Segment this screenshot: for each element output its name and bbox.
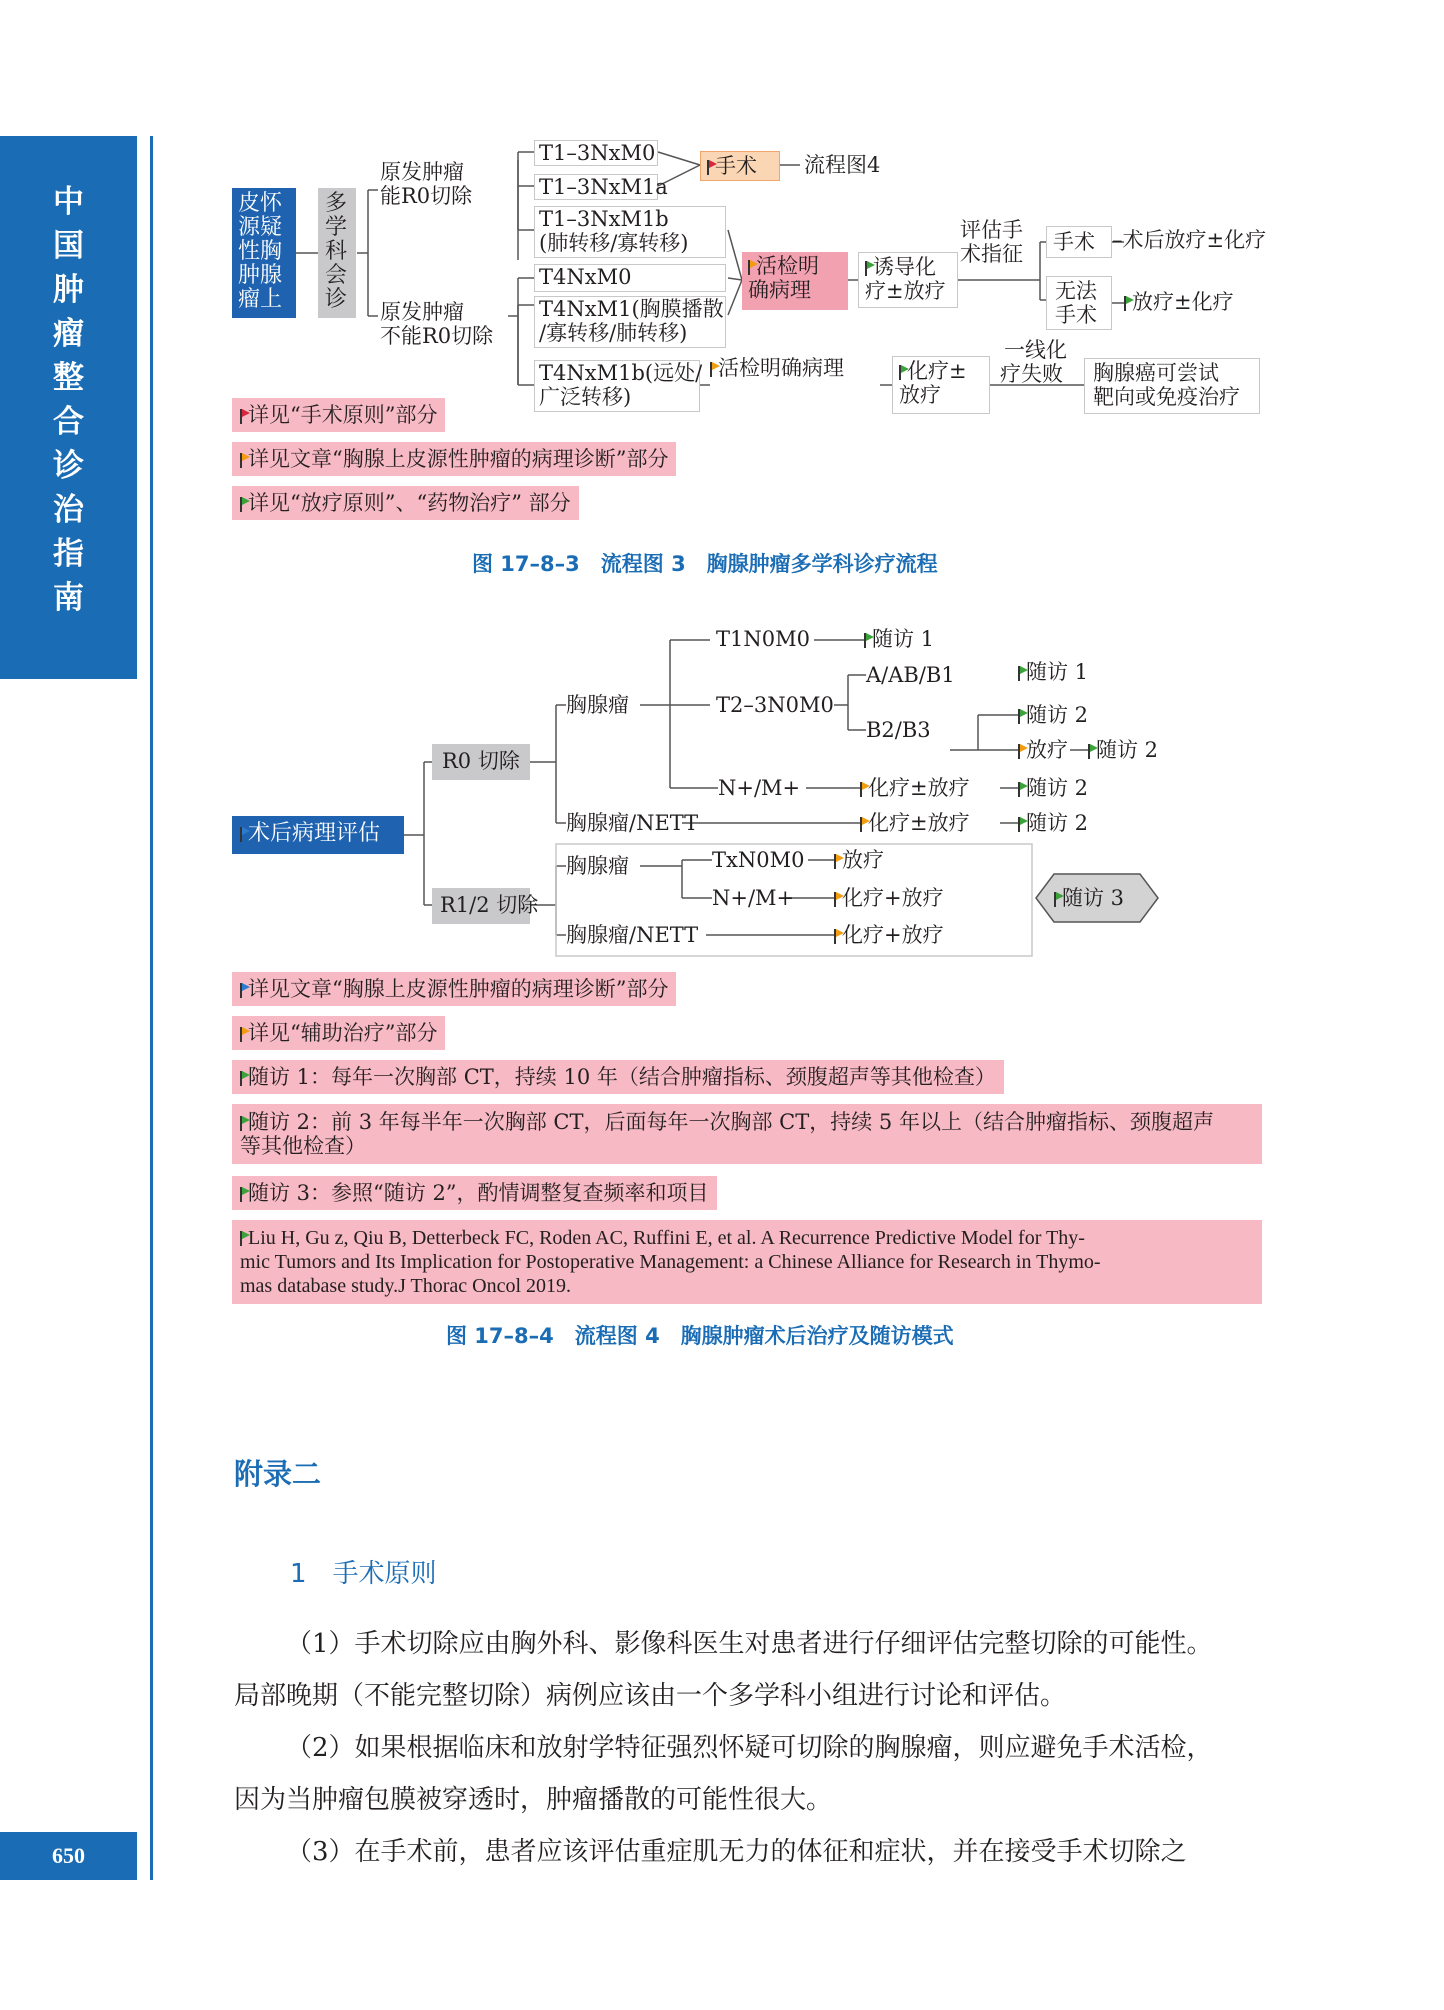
box-line: 会 xyxy=(325,263,348,288)
chemo-box xyxy=(892,356,990,414)
chemo-rt-b xyxy=(860,811,970,835)
note-text: mas database study.J Thorac Oncol 2019. xyxy=(240,1275,572,1297)
follow-up-1a xyxy=(864,627,934,651)
thymoma-r12: 胸腺瘤 xyxy=(566,854,629,878)
title-char: 合 xyxy=(53,404,84,440)
histology-b2-b3: B2/B3 xyxy=(866,718,931,742)
green-flag-icon xyxy=(865,261,867,276)
orange-flag-icon xyxy=(834,892,836,907)
note-text: Liu H, Gu z, Qiu B, Detterbeck FC, Roden AC, Ruffini E, et al. A Recurrence Predictive Model for Thy- xyxy=(248,1227,1085,1249)
postop-pathology-box xyxy=(232,816,404,854)
box-line: 肿腺 xyxy=(238,263,283,288)
stage-t4nxm0: T4NxM0 xyxy=(534,264,726,292)
green-flag-icon xyxy=(899,365,901,380)
box-line: 科 xyxy=(325,239,348,264)
targeted-immuno-box xyxy=(1084,358,1260,414)
box-line: 评估手 xyxy=(960,218,1023,242)
chemo-plus-rt-b xyxy=(834,923,944,947)
box-line: 诊 xyxy=(325,287,348,312)
green-flag-icon xyxy=(1018,666,1020,681)
box-line: 无法 xyxy=(1055,279,1097,303)
chemo-rt-a xyxy=(860,776,970,800)
box-line: 确病理 xyxy=(748,278,811,302)
note-text: 详见“放疗原则”、“药物治疗” 部分 xyxy=(248,491,571,515)
orange-flag-icon xyxy=(834,929,836,944)
paragraph-1 xyxy=(234,1618,1270,1722)
note-text: 详见文章“胸腺上皮源性肿瘤的病理诊断”部分 xyxy=(248,977,669,1001)
green-flag-icon xyxy=(240,1071,242,1086)
first-line-failure xyxy=(1000,338,1067,386)
orange-flag-icon xyxy=(240,453,242,468)
title-char: 整 xyxy=(53,360,84,396)
box-line: T4NxM1(胸膜播散 xyxy=(539,297,724,321)
box-line: 化疗± xyxy=(907,359,967,383)
r12-resection-box: R1/2 切除 xyxy=(432,888,530,924)
box-line: /寡转移/肺转移) xyxy=(539,321,688,345)
title-char: 指 xyxy=(53,536,84,572)
green-flag-icon xyxy=(864,633,866,648)
box-label: 随访 1 xyxy=(1026,660,1089,684)
box-line: 原发肿瘤 xyxy=(380,300,464,324)
green-flag-icon xyxy=(1124,296,1126,311)
box-line: 学 xyxy=(325,215,348,240)
page-number: 650 xyxy=(52,1843,85,1868)
box-line: 胸腺癌可尝试 xyxy=(1093,361,1219,385)
note-pathology-2 xyxy=(232,972,676,1006)
box-label: 化疗+放疗 xyxy=(842,923,944,947)
box-label: 随访 2 xyxy=(1026,811,1089,835)
paragraph-line: （1）手术切除应由胸外科、影像科医生对患者进行仔细评估完整切除的可能性。 xyxy=(286,1629,1213,1659)
orange-flag-icon xyxy=(710,362,712,377)
follow-up-1b xyxy=(1018,660,1088,684)
mdt-box xyxy=(318,188,356,318)
note-follow-up-3 xyxy=(232,1176,717,1210)
blue-flag-icon xyxy=(240,827,242,842)
box-label: 化疗±放疗 xyxy=(868,811,970,835)
box-label: 化疗+放疗 xyxy=(842,886,944,910)
box-label: 放疗 xyxy=(1026,738,1068,762)
note-text: mic Tumors and Its Implication for Postoperative Management: a Chinese Alliance for Research in Thymo- xyxy=(240,1251,1101,1273)
box-line: 皮怀 xyxy=(238,191,283,216)
orange-flag-icon xyxy=(834,854,836,869)
post-op-rt: –术后放疗±化疗 xyxy=(1112,228,1267,252)
box-line: 一线化 xyxy=(1004,338,1067,362)
surgery-box xyxy=(700,151,780,181)
box-line: 术指征 xyxy=(960,242,1023,266)
box-line: 原发肿瘤 xyxy=(380,160,464,184)
box-line: 疗±放疗 xyxy=(865,279,946,303)
box-line: 诱导化 xyxy=(873,255,936,279)
paragraph-3 xyxy=(234,1826,1270,1878)
box-line: 放疗 xyxy=(899,383,941,407)
box-line: T1–3NxM1b xyxy=(539,207,669,231)
box-line: 性胸 xyxy=(238,239,283,264)
note-text: 随访 2：前 3 年每半年一次胸部 CT，后面每年一次胸部 CT，持续 5 年以上（结合肿瘤指标、颈腹超声 xyxy=(248,1110,1214,1134)
n-m-positive-a: N+/M+ xyxy=(718,776,801,800)
note-text: 随访 3：参照“随访 2”，酌情调整复查频率和项目 xyxy=(248,1181,709,1205)
paragraph-line: 局部晚期（不能完整切除）病例应该由一个多学科小组进行讨论和评估。 xyxy=(234,1681,1067,1711)
follow-up-2b xyxy=(1088,738,1158,762)
stage-t4nxm1b xyxy=(534,360,703,412)
r0-resection-box: R0 切除 xyxy=(432,744,530,780)
orange-flag-icon xyxy=(240,1027,242,1042)
green-flag-icon xyxy=(1018,709,1020,724)
box-label: 手术 xyxy=(715,154,757,178)
t2-3n0m0: T2–3N0M0 xyxy=(716,693,834,717)
red-flag-icon xyxy=(707,160,709,175)
biopsy2 xyxy=(710,356,844,380)
green-flag-icon xyxy=(240,1187,242,1202)
note-radiotherapy xyxy=(232,486,579,520)
note-surgery-principle xyxy=(232,398,445,432)
thymic-ca-nett-r12: 胸腺瘤/NETT xyxy=(566,923,699,947)
follow-up-3 xyxy=(1054,886,1124,910)
figure-3-caption: 图 17–8–3 流程图 3 胸腺肿瘤多学科诊疗流程 xyxy=(472,552,938,576)
box-label: 放疗±化疗 xyxy=(1132,290,1234,314)
inoperable-box xyxy=(1046,276,1112,330)
title-char: 治 xyxy=(53,492,84,528)
box-line: 活检明 xyxy=(756,254,819,278)
box-label: 放疗 xyxy=(842,848,884,872)
chemo-plus-rt-a xyxy=(834,886,944,910)
induction-box xyxy=(858,252,958,308)
box-line: 瘤上 xyxy=(238,287,283,312)
note-adjuvant xyxy=(232,1016,445,1050)
note-text: 详见“辅助治疗”部分 xyxy=(248,1021,438,1045)
box-line: (肺转移/寡转移) xyxy=(539,231,689,255)
orange-flag-icon xyxy=(748,260,750,275)
box-line: 靶向或免疫治疗 xyxy=(1093,385,1240,409)
blue-flag-icon xyxy=(240,983,242,998)
box-label: 化疗±放疗 xyxy=(868,776,970,800)
title-char: 国 xyxy=(53,228,84,264)
green-flag-icon xyxy=(240,497,242,512)
section-heading: 1 手术原则 xyxy=(290,1559,437,1589)
stage-t1-3nxm0: T1–3NxM0 xyxy=(534,140,658,166)
box-line: 源疑 xyxy=(238,215,283,240)
title-char: 中 xyxy=(53,184,84,220)
stage-t4nxm1 xyxy=(534,296,726,348)
box-line: 手术 xyxy=(1055,303,1097,327)
green-flag-icon xyxy=(240,1116,242,1131)
txn0m0: TxN0M0 xyxy=(712,848,805,872)
rt-chemo xyxy=(1124,290,1234,314)
box-line: 不能R0切除 xyxy=(380,324,494,348)
box-line: 广泛转移) xyxy=(539,385,632,409)
box-line: 能R0切除 xyxy=(380,184,473,208)
stage-t1-3nxm1b xyxy=(534,206,726,258)
title-char: 诊 xyxy=(53,448,84,484)
note-reference xyxy=(232,1220,1262,1304)
title-char: 瘤 xyxy=(53,316,84,352)
orange-flag-icon xyxy=(860,782,862,797)
paragraph-line: （3）在手术前，患者应该评估重症肌无力的体征和症状，并在接受手术切除之 xyxy=(286,1837,1187,1867)
thymoma-r0: 胸腺瘤 xyxy=(566,693,629,717)
follow-up-2a xyxy=(1018,703,1088,727)
stage-t1-3nxm1a: T1–3NxM1a xyxy=(534,174,658,200)
branch-r0-resectable xyxy=(380,160,472,208)
assess-surgery-indication xyxy=(960,218,1023,266)
box-label: 随访 2 xyxy=(1026,776,1089,800)
appendix-title: 附录二 xyxy=(234,1457,322,1491)
box-label: 术后放疗±化疗 xyxy=(1122,228,1267,252)
box-label: 术后病理评估 xyxy=(248,821,381,846)
green-flag-icon xyxy=(240,1231,242,1246)
radiotherapy-b xyxy=(834,848,884,872)
box-line: 疗失败 xyxy=(1000,362,1063,386)
green-flag-icon xyxy=(1088,744,1090,759)
orange-flag-icon xyxy=(860,817,862,832)
box-label: 随访 2 xyxy=(1026,703,1089,727)
thymic-ca-nett-r0: 胸腺瘤/NETT xyxy=(566,811,699,835)
green-flag-icon xyxy=(1018,782,1020,797)
thymic-epithelial-tumor-box xyxy=(232,188,296,318)
box-label: 随访 2 xyxy=(1096,738,1159,762)
box-label: 随访 3 xyxy=(1062,886,1125,910)
note-text: 详见文章“胸腺上皮源性肿瘤的病理诊断”部分 xyxy=(248,447,669,471)
note-pathology xyxy=(232,442,676,476)
surgery2-box: 手术 xyxy=(1046,226,1112,258)
radiotherapy-a xyxy=(1018,738,1068,762)
flow-chart-4-ref: 流程图4 xyxy=(804,153,881,177)
red-flag-icon xyxy=(240,409,242,424)
follow-up-2d xyxy=(1018,811,1088,835)
note-text: 详见“手术原则”部分 xyxy=(248,403,438,427)
paragraph-line: （2）如果根据临床和放射学特征强烈怀疑可切除的胸腺瘤，则应避免手术活检， xyxy=(286,1733,1213,1763)
t1n0m0: T1N0M0 xyxy=(716,627,810,651)
title-char: 肿 xyxy=(53,272,84,308)
box-label: 活检明确病理 xyxy=(718,356,844,380)
follow-up-2c xyxy=(1018,776,1088,800)
orange-flag-icon xyxy=(1018,744,1020,759)
title-char: 南 xyxy=(53,580,84,616)
note-follow-up-1 xyxy=(232,1060,1004,1094)
box-label: 随访 1 xyxy=(872,627,935,651)
note-text: 随访 1：每年一次胸部 CT，持续 10 年（结合肿瘤指标、颈腹超声等其他检查） xyxy=(248,1065,996,1089)
histology-a-ab-b1: A/AB/B1 xyxy=(866,663,955,687)
n-m-positive-b: N+/M+ xyxy=(712,886,795,910)
green-flag-icon xyxy=(1018,817,1020,832)
paragraph-2 xyxy=(234,1722,1270,1826)
branch-not-r0-resectable xyxy=(380,300,493,348)
box-line: T4NxM1b(远处/ xyxy=(539,361,703,385)
biopsy-box xyxy=(742,252,848,310)
figure-4-caption: 图 17–8–4 流程图 4 胸腺肿瘤术后治疗及随访模式 xyxy=(446,1324,954,1348)
paragraph-line: 因为当肿瘤包膜被穿透时，肿瘤播散的可能性很大。 xyxy=(234,1785,833,1815)
green-flag-icon xyxy=(1054,892,1056,907)
note-text: 等其他检查） xyxy=(240,1134,366,1158)
note-follow-up-2 xyxy=(232,1104,1262,1164)
box-line: 多 xyxy=(325,191,348,216)
